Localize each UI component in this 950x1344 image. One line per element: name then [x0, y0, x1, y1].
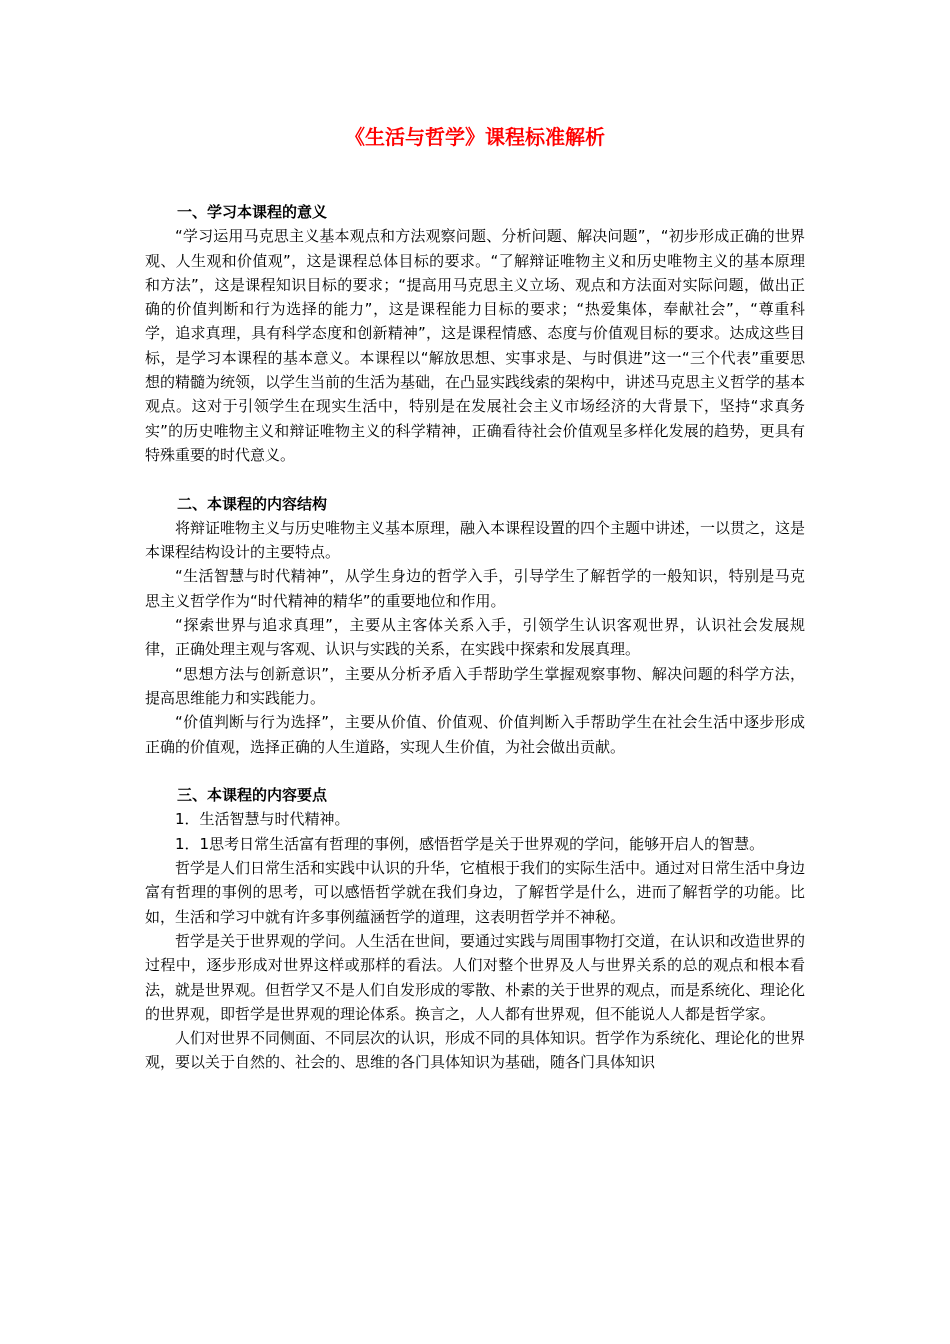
- section-spacer: [145, 467, 805, 491]
- paragraph: 将辩证唯物主义与历史唯物主义基本原理，融入本课程设置的四个主题中讲述，一以贯之，这是本课程结构设计的主要特点。: [145, 518, 806, 562]
- paragraph: 1．1思考日常生活富有哲理的事例，感悟哲学是关于世界观的学问，能够开启人的智慧。: [175, 834, 765, 853]
- paragraph: “价值判断与行为选择”，主要从价值、价值观、价值判断入手帮助学生在社会生活中逐步形成正确的价值观，选择正确的人生道路，实现人生价值，为社会做出贡献。: [145, 713, 805, 756]
- paragraph: 1．生活智慧与时代精神。: [175, 810, 350, 829]
- paragraph: “思想方法与创新意识”，主要从分析矛盾入手帮助学生掌握观察事物、解决问题的科学方法，提高思维能力和实践能力。: [145, 664, 805, 707]
- paragraph: 哲学是关于世界观的学问。人生活在世间，要通过实践与周围事物打交道，在认识和改造世界的过程中，逐步形成对世界这样或那样的看法。人们对整个世界及人与世界关系的总的观点和根本看法，就是世界观。但哲学又不是人们自发形成的零散、朴素的关于世界的观点，而是系统化、理论化的世界观，即哲学是世界观的理论体系。换言之，人人都有世界观，但不能说人人都是哲学家。: [145, 931, 806, 1023]
- section-heading: 二、本课程的内容结构: [177, 494, 328, 513]
- document-title: 《生活与哲学》课程标准解析: [345, 125, 605, 149]
- paragraph: “探索世界与追求真理”，主要从主客体关系入手，引领学生认识客观世界，认识社会发展规律，正确处理主观与客观、认识与实践的关系，在实践中探索和发展真理。: [145, 616, 805, 659]
- document-body: [145, 200, 805, 1075]
- section-heading: 一、学习本课程的意义: [177, 203, 328, 221]
- section-heading: 三、本课程的内容要点: [177, 786, 328, 805]
- paragraph: 人们对世界不同侧面、不同层次的认识，形成不同的具体知识。哲学作为系统化、理论化的世界观，要以关于自然的、社会的、思维的各门具体知识为基础，随各门具体知识: [145, 1029, 806, 1072]
- paragraph: “生活智慧与时代精神”，从学生身边的哲学入手，引导学生了解哲学的一般知识，特别是马克思主义哲学作为“时代精神的精华”的重要地位和作用。: [145, 567, 805, 610]
- paragraph: “学习运用马克思主义基本观点和方法观察问题、分析问题、解决问题”，“初步形成正确的世界观、人生观和价值观”，这是课程总体目标的要求。“了解辩证唯物主义和历史唯物主义的基本原理和方法”，这是课程知识目标的要求；“提高用马克思主义立场、观点和方法面对实际问题，做出正确的价值判断和行为选择的能力”，这是课程能力目标的要求；“热爱集体，奉献社会”，“尊重科学，追求真理，具有科学态度和创新精神”，这是课程情感、态度与价值观目标的要求。达成这些目标，是学习本课程的基本意义。本课程以“解放思想、实事求是、与时俱进”这一“三个代表”重要思想的精髓为统领，以学生当前的生活为基础，在凸显实践线索的架构中，讲述马克思主义哲学的基本观点。这对于引领学生在现实生活中，特别是在发展社会主义市场经济的大背景下，坚持“求真务实”的历史唯物主义和辩证唯物主义的科学精神，正确看待社会价值观呈多样化发展的趋势，更具有特殊重要的时代意义。: [145, 227, 806, 464]
- section-spacer: [145, 759, 805, 783]
- paragraph: 哲学是人们日常生活和实践中认识的升华，它植根于我们的实际生活中。通过对日常生活中身边富有哲理的事例的思考，可以感悟哲学就在我们身边，了解哲学是什么，进而了解哲学的功能。比如，生活和学习中就有许多事例蕴涵哲学的道理，这表明哲学并不神秘。: [145, 859, 806, 926]
